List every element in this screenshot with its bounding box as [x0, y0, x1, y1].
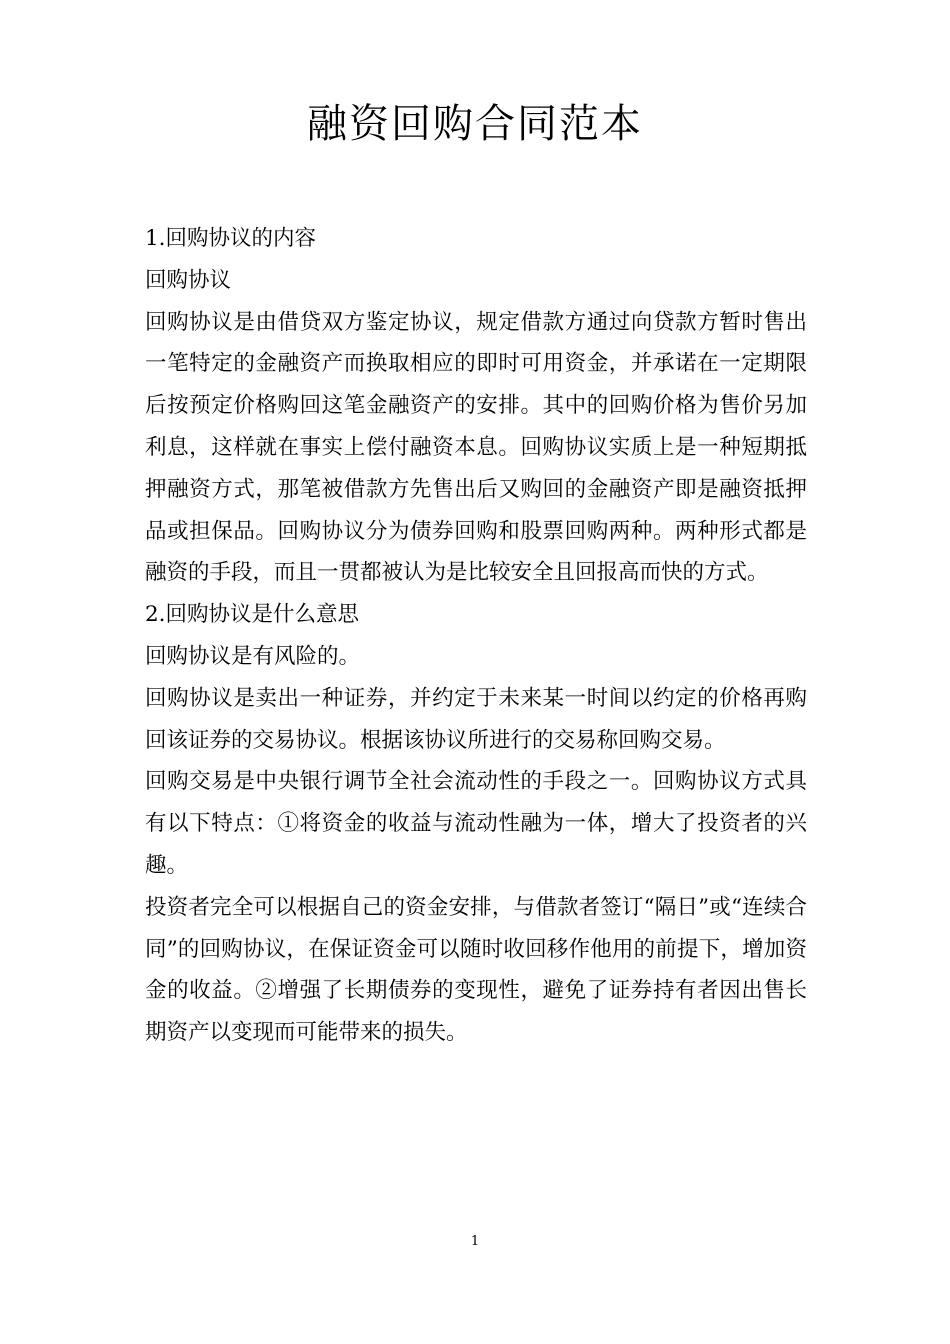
document-title: 融资回购合同范本 [307, 101, 643, 147]
subheading-repurchase-agreement: 回购协议 [145, 267, 232, 293]
section-heading-1: 1.回购协议的内容 [145, 226, 317, 251]
paragraph-definition: 回购协议是由借贷双方鉴定协议，规定借款方通过向贷款方暂时售出一笔特定的金融资产而换取相应的即时可用资金，并承诺在一定期限后按预定价格购回这笔金融资产的安排。其中的回购价格为售价另加利息，这样就在事实上偿付融资本息。回购协议实质上是一种短期抵押融资方式，那笔被借款方先售出后又购回的金融资产即是融资抵押品或担保品。回购协议分为债券回购和股票回购两种。两种形式都是融资的手段，而且一贯都被认为是比较安全且回报高而快的方式。 [145, 309, 807, 586]
paragraph-investors: 投资者完全可以根据自己的资金安排，与借款者签订“隔日”或“连续合同”的回购协议，在保证资金可以随时收回移作他用的前提下，增加资金的收益。②增强了长期债券的变现性，避免了证券持有者因出售长期资产以变现而可能带来的损失。 [145, 894, 807, 1046]
page-number: 1 [470, 1234, 480, 1249]
paragraph-features: 回购交易是中央银行调节全社会流动性的手段之一。回购协议方式具有以下特点：①将资金的收益与流动性融为一体，增大了投资者的兴趣。 [145, 769, 807, 878]
paragraph-risk: 回购协议是有风险的。 [145, 643, 361, 669]
section-heading-2: 2.回购协议是什么意思 [145, 602, 360, 628]
document-body [145, 218, 807, 1054]
paragraph-meaning: 回购协议是卖出一种证券，并约定于未来某一时间以约定的价格再购回该证券的交易协议。根据该协议所进行的交易称回购交易。 [145, 685, 807, 753]
